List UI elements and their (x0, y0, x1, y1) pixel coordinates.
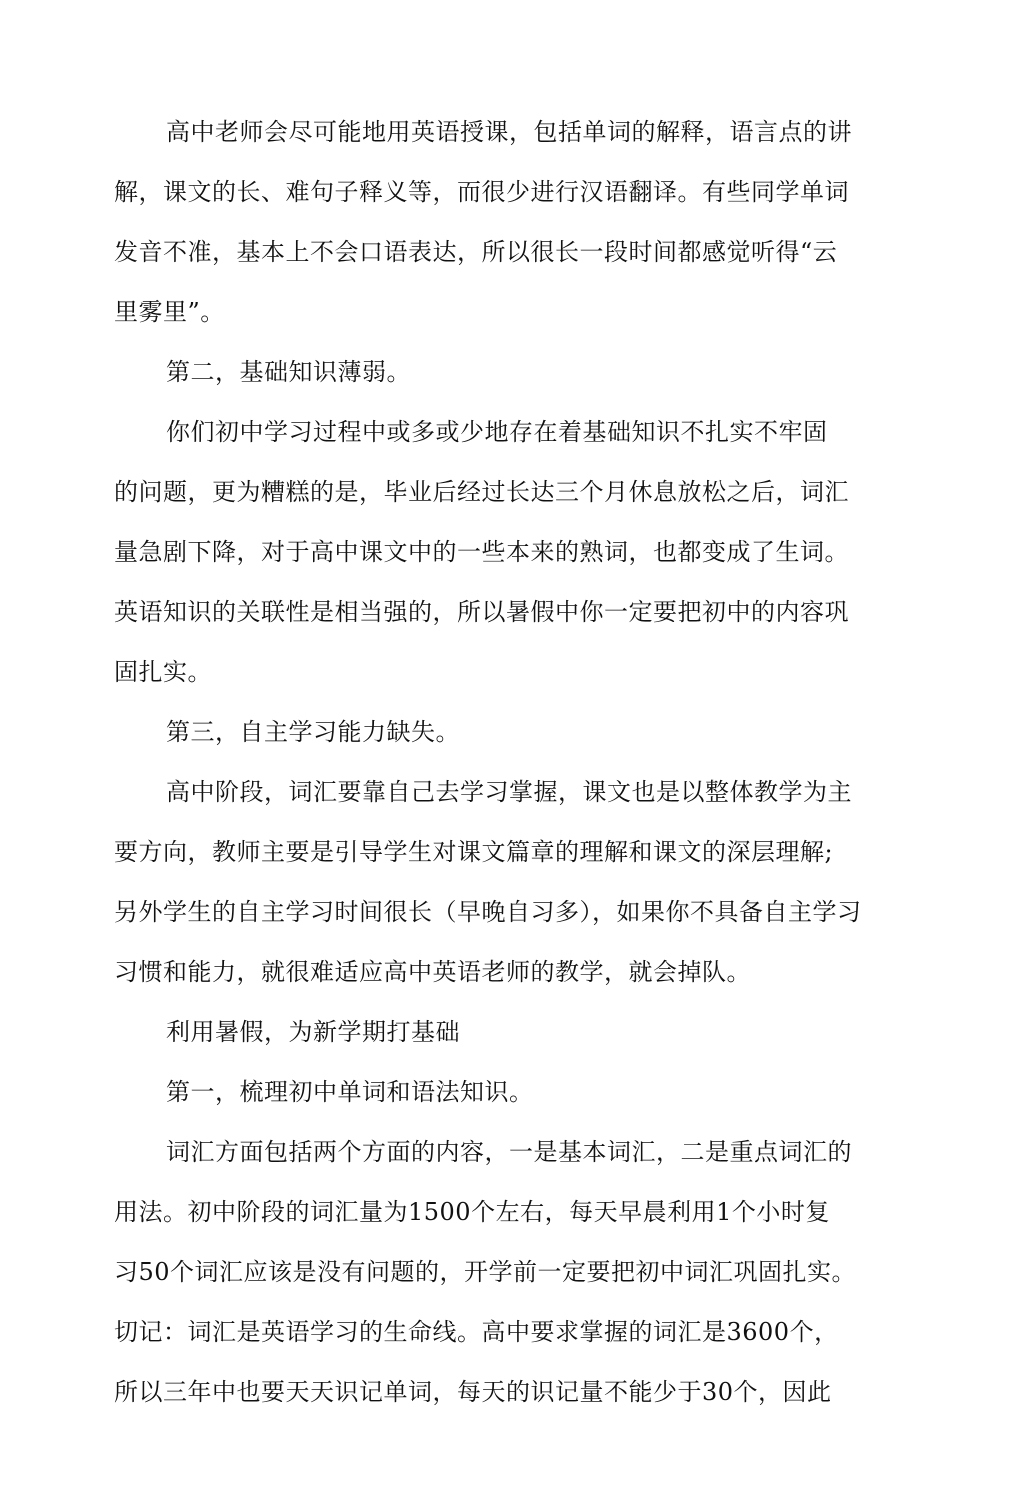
text-line: 习惯和能力，就很难适应高中英语老师的教学，就会掉队。 (114, 958, 751, 986)
text-line: 所以三年中也要天天识记单词，每天的识记量不能少于30个，因此 (114, 1378, 832, 1406)
text-line: 量急剧下降，对于高中课文中的一些本来的熟词，也都变成了生词。 (114, 538, 849, 566)
text-line: 英语知识的关联性是相当强的，所以暑假中你一定要把初中的内容巩 (114, 598, 849, 626)
text-line: 解，课文的长、难句子释义等，而很少进行汉语翻译。有些同学单词 (114, 178, 849, 206)
section-heading: 第一，梳理初中单词和语法知识。 (166, 1078, 534, 1106)
text-line: 要方向，教师主要是引导学生对课文篇章的理解和课文的深层理解; (114, 838, 834, 866)
text-line: 切记：词汇是英语学习的生命线。高中要求掌握的词汇是3600个， (114, 1318, 839, 1346)
section-heading: 第二，基础知识薄弱。 (166, 358, 411, 386)
section-heading: 第三，自主学习能力缺失。 (166, 718, 460, 746)
text-line: 发音不准，基本上不会口语表达，所以很长一段时间都感觉听得“云 (114, 238, 838, 266)
text-line: 你们初中学习过程中或多或少地存在着基础知识不扎实不牢固 (166, 418, 828, 446)
text-line: 习50个词汇应该是没有问题的，开学前一定要把初中词汇巩固扎实。 (114, 1258, 857, 1286)
text-line: 里雾里”。 (114, 298, 225, 326)
text-line: 另外学生的自主学习时间很长（早晚自习多），如果你不具备自主学习 (114, 898, 862, 926)
text-line: 高中阶段，词汇要靠自己去学习掌握，课文也是以整体教学为主 (166, 778, 852, 806)
text-line: 词汇方面包括两个方面的内容，一是基本词汇，二是重点词汇的 (166, 1138, 852, 1166)
text-line: 的问题，更为糟糕的是，毕业后经过长达三个月休息放松之后，词汇 (114, 478, 849, 506)
section-heading: 利用暑假，为新学期打基础 (166, 1018, 460, 1046)
text-line: 高中老师会尽可能地用英语授课，包括单词的解释，语言点的讲 (166, 118, 852, 146)
text-line: 固扎实。 (114, 658, 212, 686)
text-line: 用法。初中阶段的词汇量为1500个左右，每天早晨利用1个小时复 (114, 1198, 830, 1226)
